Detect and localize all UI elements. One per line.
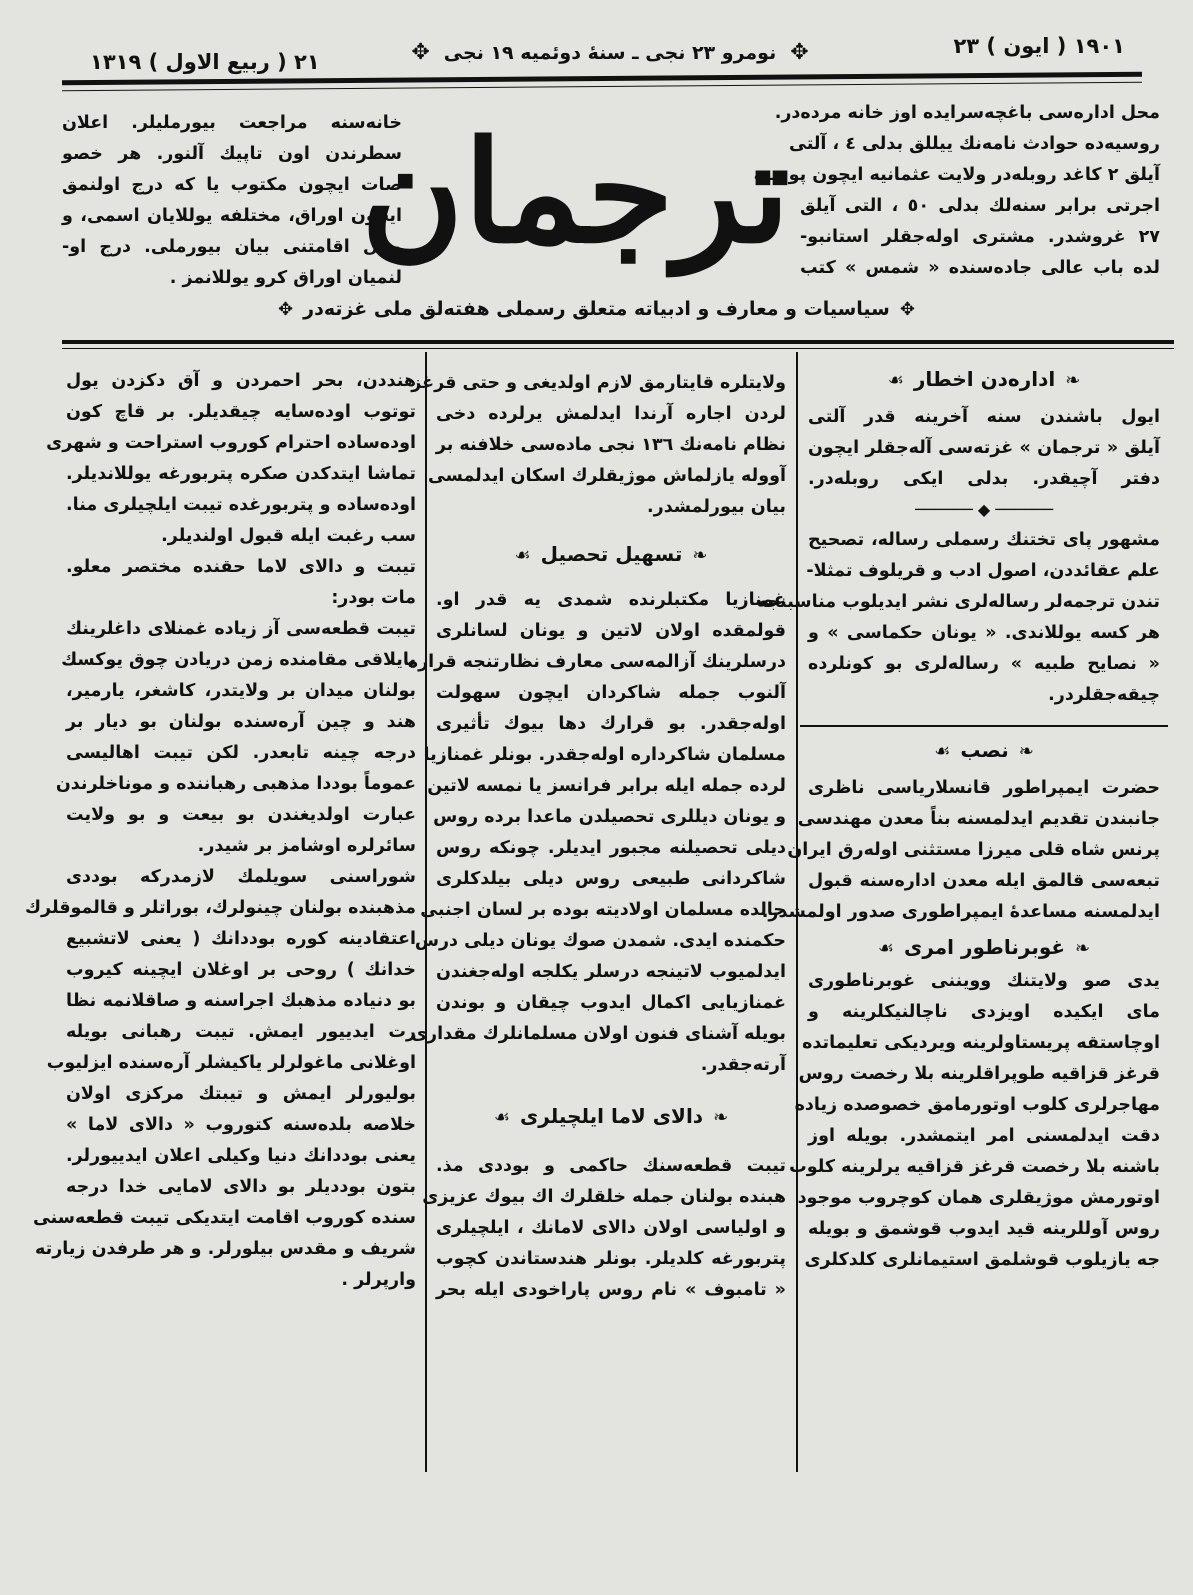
text-line: چیقەجقلردر. bbox=[1048, 685, 1160, 705]
text-line: هبندە بولنان جمله خلقلرك اك بیوك عزیزی bbox=[422, 1187, 786, 1207]
text-line: پرنس شاه قلی میرزا مستثنی اولەرق ایران bbox=[787, 840, 1160, 860]
ornament-icon: ✥ bbox=[899, 299, 915, 320]
box-line: محل اقامتنی بیان بیورملی. درج او- bbox=[62, 237, 402, 257]
box-line: ٢٧ غروشدر. مشتری اولەجقلر استانبو- bbox=[800, 227, 1160, 247]
text-line: حکمندە ایدی. شمدن صوك یونان دیلی درس bbox=[414, 931, 786, 951]
section-heading: ❧ادارەدن اخطار☙ bbox=[808, 356, 1160, 402]
text-line: شاکردانی طبیعی روس دیلی بیلدکلری bbox=[436, 869, 786, 889]
text-line: مسلمان شاکردارە اولەجقدر. بونلر غمنازیا bbox=[423, 745, 786, 765]
text-line: ایدلمیوب لاتینجه درسلر یکلجه اولەجغندن bbox=[436, 962, 786, 982]
text-line: حالدە مسلمان اولادیته بودە بر لسان اجنبی bbox=[420, 900, 786, 920]
text-line: غمنازیایی اکمال ایدوب چیقان و بوندن bbox=[436, 993, 786, 1013]
text-line: حضرت ایمپراطور قانسلاریاسی ناظری bbox=[808, 778, 1160, 798]
text-line: بویله آشنای فنون اولان مسلمانلرك مقداری bbox=[410, 1024, 786, 1044]
issue-line bbox=[380, 40, 840, 65]
box-line: روسیەدە حوادث نامەنك ییللق بدلی ٤ ، آلتی bbox=[789, 134, 1160, 154]
text-line: هر کسه یوللاندی. « یونان حکماسی » و bbox=[808, 623, 1160, 643]
text-line: مشهور پای تختنك رسملی رسالە، تصحیح bbox=[808, 530, 1160, 550]
text-line: و یونان دیللری تحصیلدن ماعدا بردە روس bbox=[433, 807, 786, 827]
text-line: اودەسادە احترام کوروب استراحت و شهری bbox=[46, 433, 416, 453]
text-line: بیان بیورلمشدر. bbox=[646, 497, 786, 517]
box-line: لدە باب عالی جادەسندە « شمس » کتب bbox=[800, 258, 1160, 278]
text-line: پتربورغه کلدیلر. بونلر هندستاندن کچوب bbox=[436, 1249, 786, 1269]
diamond-divider-icon: ────── ◆ ────── bbox=[914, 500, 1054, 519]
text-line: وارپرلر . bbox=[341, 1270, 416, 1290]
text-line: اعتقادینه کوره بوددانك ( یعنی لاتشبیع bbox=[66, 929, 416, 949]
text-line: « نصایح طبیه » رسالەلری بو کونلردە bbox=[808, 654, 1160, 674]
ornament-icon: ❧ bbox=[692, 545, 708, 566]
box-line: اجرتی برابر سنەلك بدلی ٥٠ ، التی آیلق bbox=[800, 196, 1160, 216]
ornament-icon: ☙ bbox=[493, 1107, 510, 1128]
text-line: مات بودر: bbox=[331, 588, 416, 608]
text-line: تیبت قطعەسنك حاکمی و بوددی مذ. bbox=[436, 1156, 786, 1176]
section-heading: ❧نصب☙ bbox=[808, 727, 1160, 773]
text-line: توتوب اودەسایه چیقدیلر. بر قاچ کون bbox=[66, 402, 416, 422]
text-line: مذهبندە بولنان چینولرك، بوراتلر و قالموقلرك bbox=[25, 898, 416, 918]
text-line: آرتەجقدر. bbox=[700, 1055, 786, 1075]
text-line: آلنوب جمله شاکردان ایچون سهولت bbox=[436, 683, 786, 703]
issue-number: نومرو ٢٣ نجی ـ سنهٔ دوئمیه ١٩ نجی bbox=[443, 41, 777, 64]
box-line: صات ایچون مکتوب یا که درج اولنمق bbox=[62, 175, 402, 195]
text-line: شریف و مقدس بیلورلر. و هر طرفدن زیارته bbox=[35, 1239, 416, 1259]
text-line: سندە کوروب اقامت ایتدیکی تیبت قطعەسنی bbox=[32, 1208, 416, 1228]
text-line: اودەسادە و پتربورغدە تیبت ایلچیلری منا. bbox=[66, 495, 416, 515]
text-line: غمنازیا مکتبلرندە شمدی یه قدر او. bbox=[436, 590, 786, 610]
text-line: بولنان میدان بر ولایتدر، کاشغر، یارمیر، bbox=[66, 681, 416, 701]
advertising-box bbox=[62, 108, 402, 294]
text-line: « تامبوف » نام روس پاراخودی ایله بحر bbox=[436, 1280, 786, 1300]
masthead-rule bbox=[62, 340, 1174, 344]
text-line: سب رغبت ایله قبول اولندیلر. bbox=[161, 526, 416, 546]
text-line: ولایتلره قایتارمق لازم اولدیغی و حتی قرغز bbox=[411, 373, 786, 393]
text-line: اوتورمش موژیقلری همان کوچروب موجود bbox=[797, 1188, 1160, 1208]
text-line: تبعەسی قالمق ایله معدن ادارەسنه قبول bbox=[808, 871, 1160, 891]
text-line: تماشا ایتدکدن صکره پتربورغه یوللاندیلر. bbox=[66, 464, 416, 484]
ornament-icon: ☙ bbox=[514, 545, 531, 566]
text-line: باشنه بلا رخصت قرغز قزاقیه یرلرینه کلوب bbox=[789, 1157, 1160, 1177]
ornament-icon: ☙ bbox=[934, 741, 951, 762]
tagline-text: سیاسیات و معارف و ادبیاته متعلق رسملی هفتەلق ملی غزتەدر bbox=[303, 298, 890, 320]
box-line: محل ادارەسی باغچەسرایدە اوز خانه مردەدر. bbox=[774, 103, 1160, 123]
text-line: تیبت قطعەسی آز زیادە غمنلای داغلرینك bbox=[66, 619, 416, 639]
text-line: درجه چینه تابعدر. لکن تیبت اهالیسی bbox=[66, 743, 416, 763]
box-line: سطرندن اون تاپیك آلنور. هر خصو bbox=[62, 144, 402, 164]
ornament-icon: ✥ bbox=[411, 40, 430, 65]
ornament-icon: ❧ bbox=[1018, 741, 1034, 762]
text-line: اوغلانی ماغولرلر یاکیشلر آرەسندە ایزلیوب bbox=[46, 1053, 416, 1073]
text-line: بولیورلر ایمش و تیبتك مرکزی اولان bbox=[66, 1084, 416, 1104]
text-line: قرغز قزاقیه طوپراقلرینه بلا رخصت روس bbox=[798, 1064, 1160, 1084]
text-line: نظام نامەنك ١٣٦ نجی مادەسی خلافنه بر bbox=[435, 435, 786, 455]
text-line: آیلق « ترجمان » غزتەسی آلەجقلر ایچون bbox=[808, 438, 1160, 458]
text-line: قولمقدە اولان لاتین و یونان لسانلری bbox=[436, 621, 786, 641]
section-heading: ❧دالای لاما ایلچیلری☙ bbox=[436, 1081, 786, 1151]
text-line: آوولە یازلماش موژیقلرك اسکان ایدلمسی bbox=[427, 466, 786, 486]
section-heading: ❧غوبرناطور امری☙ bbox=[808, 928, 1160, 966]
text-line: رت ایدییور ایمش. تیبت رهبانی بویله bbox=[66, 1022, 416, 1042]
masthead-title: ترجمان bbox=[360, 111, 790, 275]
section-heading: ❧تسهیل تحصیل☙ bbox=[436, 523, 786, 585]
box-line: لنمیان اوراق کرو یوللانمز . bbox=[169, 268, 402, 288]
date-hijri: ٢١ ( ربیع الاول ) ١٣١٩ bbox=[90, 50, 320, 74]
text-line: خدانك ) روحی بر اوغلان ایچینه کیروب bbox=[66, 960, 416, 980]
text-line: بو دنیادە مذهبك اجراسنه و صاقلانمه نظا bbox=[66, 991, 416, 1011]
box-line: آیلق ٢ کاغد روبلەدر ولایت عثمانیه ایچون پوسته bbox=[753, 165, 1160, 185]
text-line: مهاجرلری کلوب اوتورمامق خصوصدە زیادە bbox=[794, 1095, 1160, 1115]
text-line: یدی صو ولایتنك وویننی غوبرناطوری bbox=[808, 971, 1160, 991]
column-left bbox=[25, 366, 416, 1296]
tagline bbox=[0, 298, 1193, 320]
ornament-icon: ✥ bbox=[790, 40, 809, 65]
text-line: یایلاقی مقامندە زمن دریادن چوق یوکسك bbox=[61, 650, 416, 670]
text-line: خلاصه بلدەسنه کتوروب « دالای لاما » bbox=[66, 1115, 416, 1135]
text-line: جه یازیلوب قوشلمق استیمانلری کلدکلری bbox=[804, 1250, 1160, 1270]
box-line: ایچون اوراق، مختلفه یوللایان اسمی، و bbox=[62, 206, 402, 226]
text-line: درسلرینك آزالمەسی معارف نظارتنجه قرارە bbox=[407, 652, 786, 672]
text-line: دقت ایدلمسنی امر ایتمشدر. بویله اوز bbox=[808, 1126, 1160, 1146]
ornament-icon: ☙ bbox=[887, 370, 904, 391]
text-line: لردن اجاره آرندا ایدلمش یرلردە دخی bbox=[436, 404, 786, 424]
text-line: هنددن، بحر احمردن و آق دکزدن یول bbox=[66, 371, 416, 391]
text-line: دیلی تحصیلنه مجبور ایدیلر. چونکه روس bbox=[436, 838, 786, 858]
text-line: شوراسنی سویلمك لازمدرکه بوددی bbox=[66, 867, 416, 887]
text-line: تیبت و دالای لاما حقندە مختصر معلو. bbox=[66, 557, 416, 577]
text-line: جانبندن تقدیم ایدلمسنه بناً معدن مهندسی bbox=[797, 809, 1160, 829]
section-rule bbox=[800, 711, 1168, 727]
text-line: لردە جمله ایله برابر فرانسز یا نمسه لاتین bbox=[427, 776, 786, 796]
text-line: و اولیاسی اولان دالای لامانك ، ایلچیلری bbox=[436, 1218, 786, 1238]
ornament-icon: ❧ bbox=[1065, 370, 1081, 391]
text-line: یعنی بوددانك دنیا وکیلی اعلان ایدییورلر. bbox=[66, 1146, 416, 1166]
text-line: اولەجقدر. بو قرارك دها بیوك تأثیری bbox=[436, 714, 786, 734]
masthead-rule-thin bbox=[62, 348, 1174, 349]
text-line: سائرلره اوشامز بر شیدر. bbox=[197, 836, 416, 856]
column-middle bbox=[407, 368, 786, 1306]
text-line: عبارت اولدیغندن بو بیعت و بو ولایت bbox=[66, 805, 416, 825]
ornament-icon: ❧ bbox=[1075, 938, 1091, 959]
text-line: بتون بوددیلر بو دالای لامایی خدا درجه bbox=[66, 1177, 416, 1197]
ornament-icon: ❧ bbox=[713, 1107, 729, 1128]
ornament-icon: ☙ bbox=[877, 938, 894, 959]
text-line: روس آوللرینه قید ایدوب قوشمق و بویله bbox=[808, 1219, 1160, 1239]
text-line: علم عقائددن، اصول ادب و قریلوف تمثلا- bbox=[806, 561, 1160, 581]
box-line: خانەسنه مراجعت بیورملیلر. اعلان bbox=[62, 113, 402, 133]
text-line: مای ایکیدە اویزدی ناچالنیکلرینه و bbox=[808, 1002, 1160, 1022]
text-line: عموماً بوددا مذهبی رهباننده و موناخلرندن bbox=[55, 774, 416, 794]
text-line: اوچاستقه پریستاولرینه ویردیکی تعلیماتدە bbox=[802, 1033, 1160, 1053]
ornament-icon: ✥ bbox=[278, 299, 294, 320]
date-gregorian: ١٩٠١ ( ایون ) ٢٣ bbox=[953, 34, 1125, 58]
text-line: تندن ترجمەلر رسالەلری نشر ایدیلوب مناسبنجه bbox=[756, 592, 1160, 612]
subscription-box bbox=[753, 98, 1160, 284]
text-line: دفتر آچیقدر. بدلی ایکی روبلەدر. bbox=[808, 469, 1160, 489]
text-line: ایدلمسنه مساعدهٔ ایمپراطوری صدور اولمشدر. bbox=[761, 902, 1160, 922]
text-line: ایول باشندن سنه آخرینه قدر آلتی bbox=[808, 407, 1160, 427]
column-right bbox=[756, 356, 1160, 1276]
text-line: هند و چین آرەسندە بولنان بو دیار بر bbox=[66, 712, 416, 732]
